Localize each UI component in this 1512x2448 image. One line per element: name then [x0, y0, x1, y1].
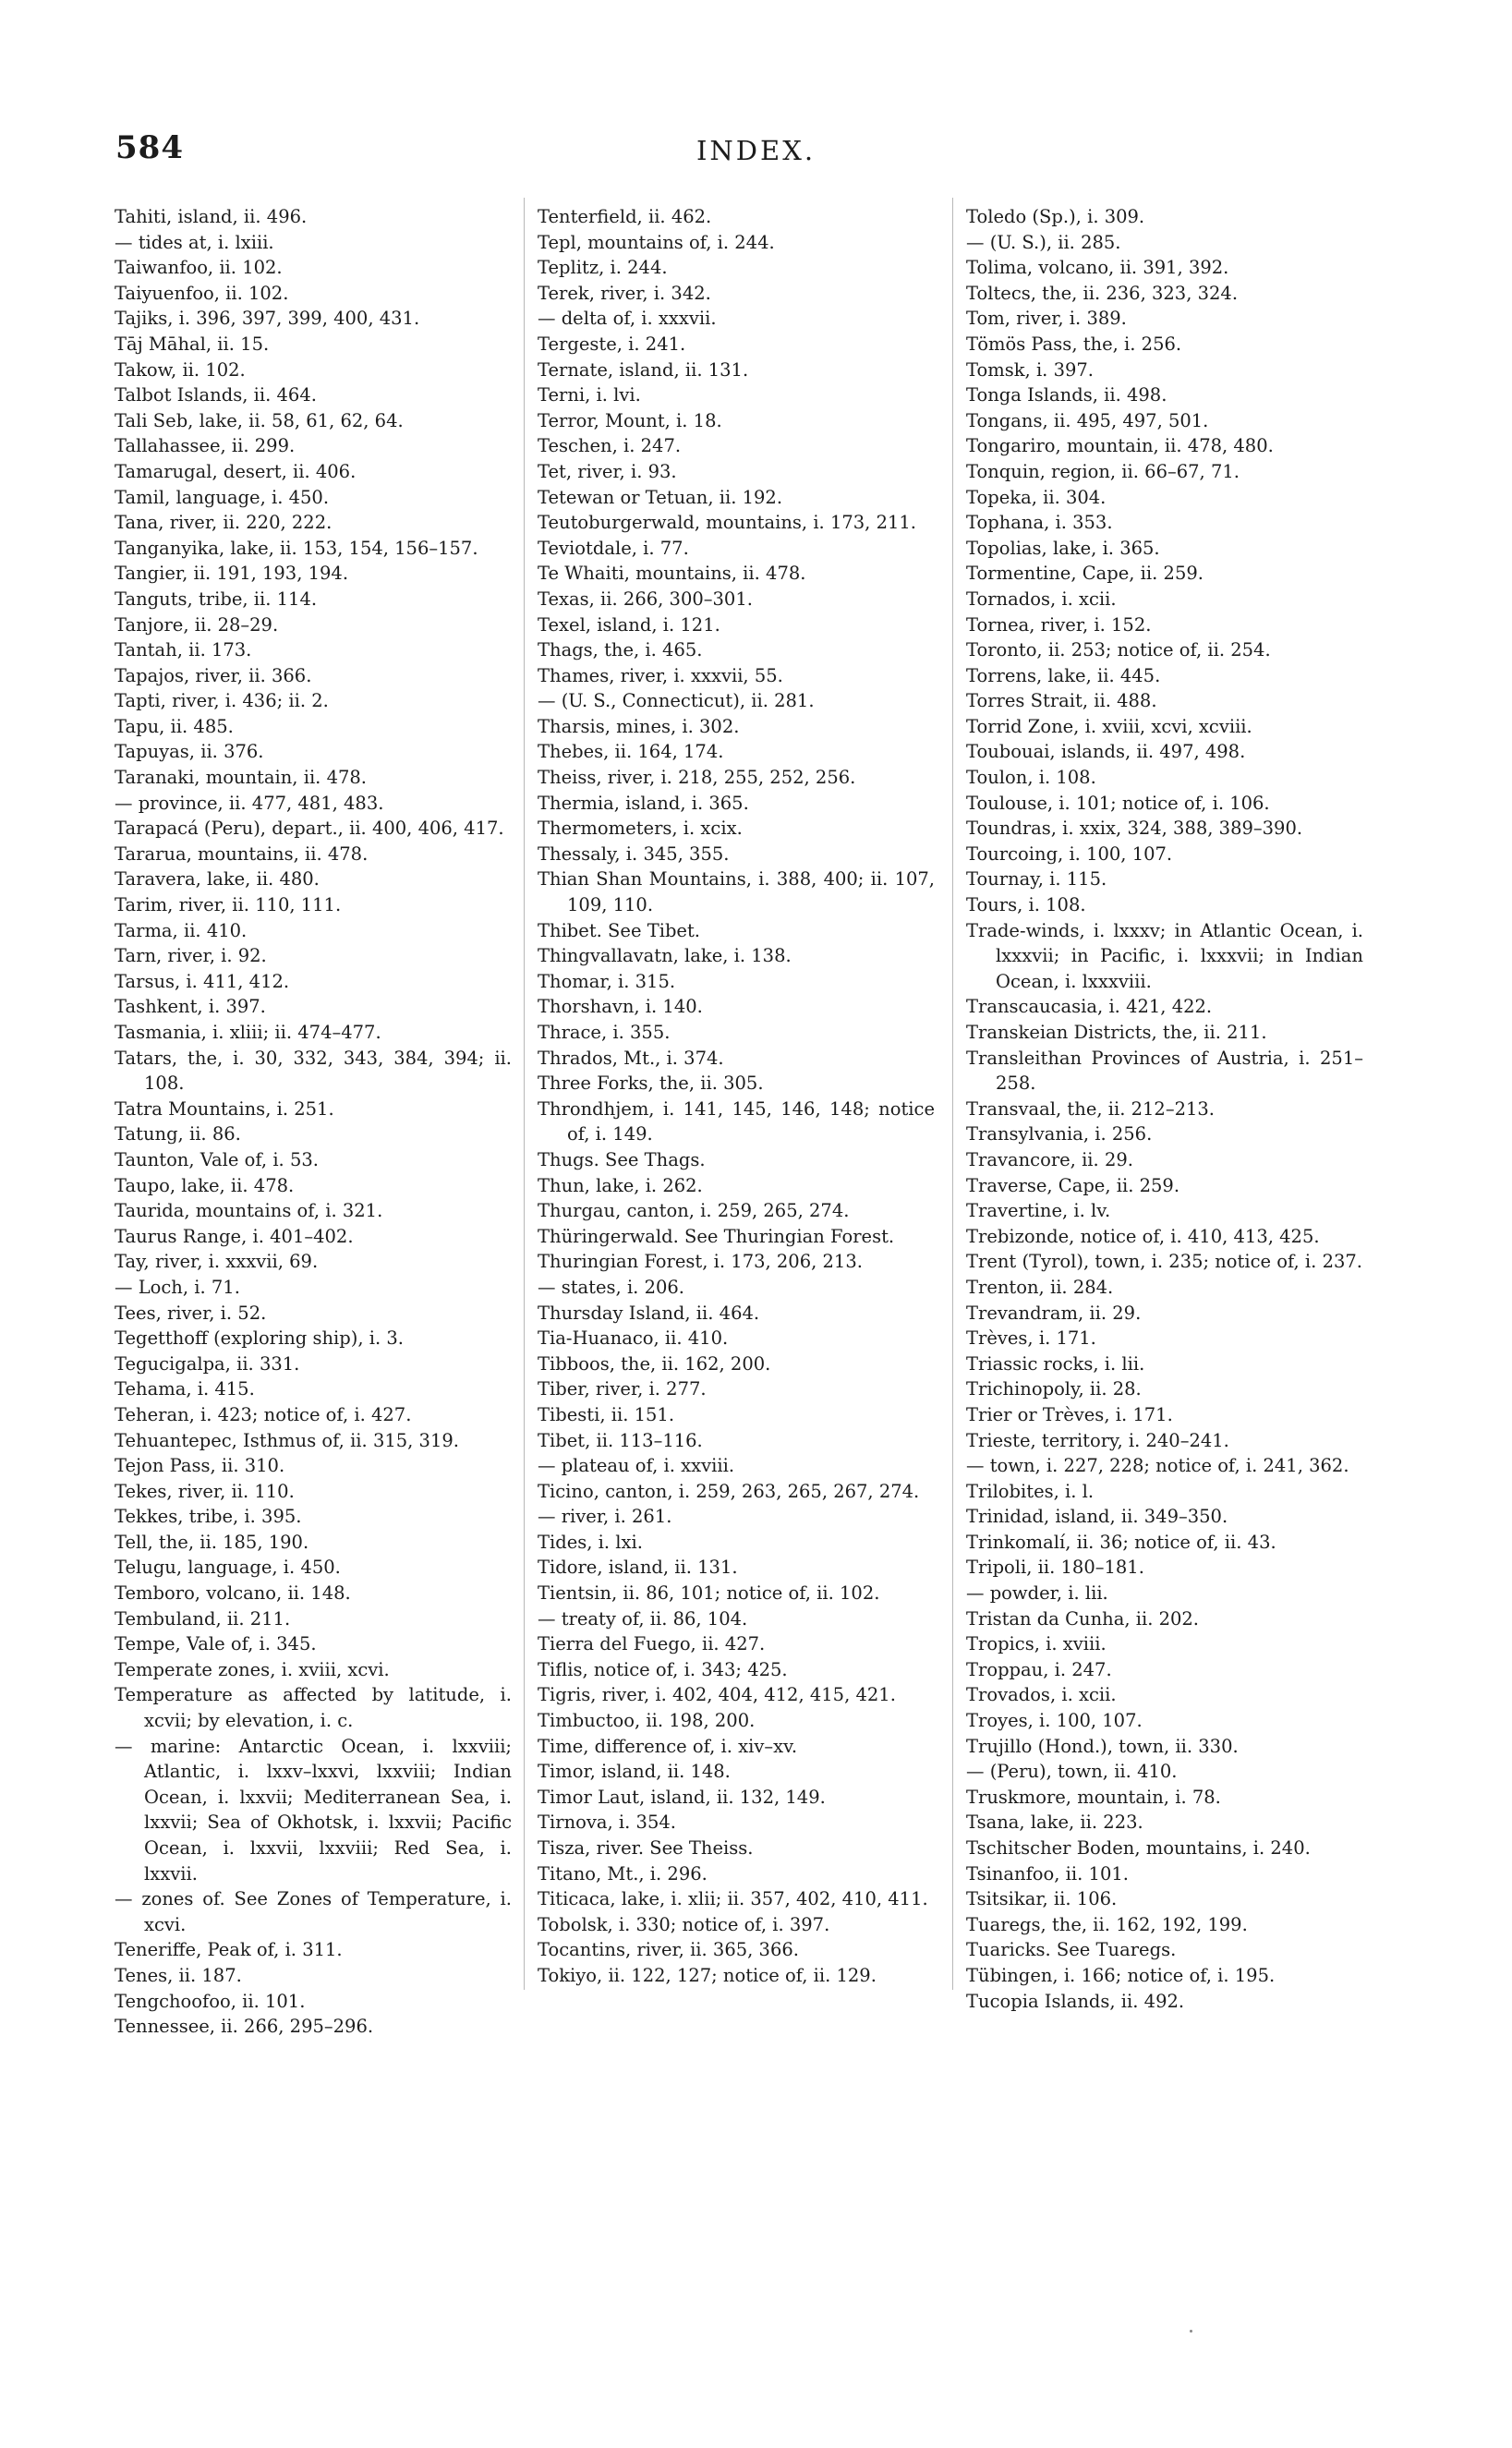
index-entry: Thibet. See Tibet. — [538, 919, 700, 941]
index-entry: — delta of, i. xxxvii. — [538, 308, 717, 330]
index-entry: Thermometers, i. xcix. — [538, 818, 743, 840]
index-entry: Tuaricks. See Tuaregs. — [966, 1939, 1177, 1961]
index-entry: Tirnova, i. 354. — [538, 1812, 676, 1834]
index-entry: Tripoli, ii. 180–181. — [966, 1557, 1144, 1579]
index-entry: Tāj Māhal, ii. 15. — [115, 333, 270, 355]
index-entry: Teschen, i. 247. — [538, 435, 682, 457]
index-entry: Trujillo (Hond.), town, ii. 330. — [966, 1735, 1239, 1757]
index-entry: Tophana, i. 353. — [966, 512, 1113, 534]
index-entry: Tropics, i. xviii. — [966, 1633, 1107, 1655]
index-entry: Tonquin, region, ii. 66–67, 71. — [966, 460, 1240, 482]
index-entry: Tehuantepec, Isthmus of, ii. 315, 319. — [115, 1429, 459, 1451]
index-entry: Tübingen, i. 166; notice of, i. 195. — [966, 1964, 1276, 1986]
index-entry: Toubouai, islands, ii. 497, 498. — [966, 741, 1246, 763]
index-entry: Tigris, river, i. 402, 404, 412, 415, 421. — [538, 1684, 896, 1706]
index-entry: Tsana, lake, ii. 223. — [966, 1812, 1143, 1834]
index-entry: Taiwanfoo, ii. 102. — [115, 257, 283, 279]
index-entry: Tisza, river. See Theiss. — [538, 1837, 754, 1859]
index-entry: Trichinopoly, ii. 28. — [966, 1378, 1142, 1400]
index-entry: Taurus Range, i. 401–402. — [115, 1225, 354, 1247]
index-entry: Taunton, Vale of, i. 53. — [115, 1148, 319, 1170]
index-entry: Titano, Mt., i. 296. — [538, 1862, 708, 1884]
index-entry: Tornados, i. xcii. — [966, 588, 1117, 610]
index-entry: Tidore, island, ii. 131. — [538, 1557, 738, 1579]
index-entry: Trilobites, i. l. — [966, 1480, 1095, 1502]
index-entry: Terror, Mount, i. 18. — [538, 409, 722, 431]
index-entry: Transvaal, the, ii. 212–213. — [966, 1097, 1216, 1120]
index-entry: Ternate, island, ii. 131. — [538, 358, 749, 381]
index-entry: Teutoburgerwald, mountains, i. 173, 211. — [538, 512, 916, 534]
index-entry: Travancore, ii. 29. — [966, 1148, 1133, 1170]
index-entry: Tees, river, i. 52. — [115, 1302, 267, 1324]
index-entry: Thrados, Mt., i. 374. — [538, 1047, 724, 1069]
index-entry: Timbuctoo, ii. 198, 200. — [538, 1710, 756, 1732]
index-entry: Tamil, language, i. 450. — [115, 486, 330, 508]
index-entry: Temboro, volcano, ii. 148. — [115, 1582, 351, 1605]
column-divider — [952, 198, 953, 1990]
index-entry: Triassic rocks, i. lii. — [966, 1352, 1145, 1375]
index-entry: Tibboos, the, ii. 162, 200. — [538, 1352, 771, 1375]
index-entry: Tenes, ii. 187. — [115, 1964, 242, 1986]
index-entry: Tucopia Islands, ii. 492. — [966, 1990, 1185, 2012]
index-entry: Tegucigalpa, ii. 331. — [115, 1352, 300, 1375]
index-entry: Tet, river, i. 93. — [538, 460, 677, 482]
index-entry: Thebes, ii. 164, 174. — [538, 741, 724, 763]
index-entry: Troppau, i. 247. — [966, 1658, 1112, 1680]
index-entry: Thermia, island, i. 365. — [538, 792, 749, 814]
index-entry: Torrens, lake, ii. 445. — [966, 664, 1161, 686]
index-entry: Trent (Tyrol), town, i. 235; notice of, i. 237. — [966, 1251, 1362, 1273]
index-entry: Thingvallavatn, lake, i. 138. — [538, 945, 792, 967]
index-entry: Tamarugal, desert, ii. 406. — [115, 460, 357, 482]
index-entry: Toundras, i. xxix, 324, 388, 389–390. — [966, 818, 1303, 840]
index-entry: Texel, island, i. 121. — [538, 613, 720, 636]
index-entry: Torres Strait, ii. 488. — [966, 690, 1157, 712]
index-entry: Tuaregs, the, ii. 162, 192, 199. — [966, 1913, 1248, 1935]
index-entry: Taravera, lake, ii. 480. — [115, 868, 320, 891]
index-entry: Taiyuenfoo, ii. 102. — [115, 282, 289, 304]
index-entry: Tocantins, river, ii. 365, 366. — [538, 1939, 799, 1961]
index-entry: Tobolsk, i. 330; notice of, i. 397. — [538, 1913, 830, 1935]
index-entry: Three Forks, the, ii. 305. — [538, 1073, 764, 1095]
index-entry: Tapu, ii. 485. — [115, 715, 234, 737]
index-entry: Telugu, language, i. 450. — [115, 1557, 341, 1579]
index-entry: Trinidad, island, ii. 349–350. — [966, 1506, 1228, 1528]
index-entry: Tiber, river, i. 277. — [538, 1378, 707, 1400]
index-entry: Tonga Islands, ii. 498. — [966, 384, 1167, 406]
index-entry: Tides, i. lxi. — [538, 1531, 643, 1553]
index-entry: Thüringerwald. See Thuringian Forest. — [538, 1225, 895, 1247]
index-entry: Topolias, lake, i. 365. — [966, 537, 1160, 559]
index-entry: Thuringian Forest, i. 173, 206, 213. — [538, 1251, 863, 1273]
page-number: 584 — [115, 129, 184, 166]
index-entry: Thursday Island, ii. 464. — [538, 1302, 760, 1324]
index-entry: Texas, ii. 266, 300–301. — [538, 588, 753, 610]
index-entry: Titicaca, lake, i. xlii; ii. 357, 402, 410, 411. — [538, 1888, 928, 1910]
index-entry: Tararua, mountains, ii. 478. — [115, 842, 369, 865]
index-entry: Tarapacá (Peru), depart., ii. 400, 406, 417. — [115, 818, 504, 840]
index-entry: — states, i. 206. — [538, 1276, 684, 1298]
index-entry: Tongans, ii. 495, 497, 501. — [966, 409, 1209, 431]
index-entry: Takow, ii. 102. — [115, 358, 246, 381]
index-entry: Tschitscher Boden, mountains, i. 240. — [966, 1837, 1311, 1859]
index-entry: Time, difference of, i. xiv–xv. — [538, 1735, 798, 1757]
index-entry: Tasmania, i. xliii; ii. 474–477. — [115, 1022, 381, 1043]
index-entry: Thugs. See Thags. — [538, 1148, 706, 1170]
index-entry: Tay, river, i. xxxvii, 69. — [115, 1251, 319, 1273]
index-entry: Temperature as affected by latitude, i. xcvii; by elevation, i. c. — [115, 1684, 512, 1732]
index-entry: Thessaly, i. 345, 355. — [538, 842, 730, 865]
index-entry: Tornea, river, i. 152. — [966, 613, 1152, 636]
index-entry: Toronto, ii. 253; notice of, ii. 254. — [966, 639, 1271, 661]
index-entry: Tiflis, notice of, i. 343; 425. — [538, 1658, 788, 1680]
index-entry: — river, i. 261. — [538, 1506, 672, 1528]
index-entry: Talbot Islands, ii. 464. — [115, 384, 317, 406]
index-entry: Trebizonde, notice of, i. 410, 413, 425. — [966, 1225, 1320, 1247]
index-entry: Tongariro, mountain, ii. 478, 480. — [966, 435, 1274, 457]
index-entry: Trinkomalí, ii. 36; notice of, ii. 43. — [966, 1531, 1276, 1553]
index-entry: Toledo (Sp.), i. 309. — [966, 206, 1145, 227]
index-column-3 — [966, 204, 1363, 2014]
index-entry: Tatung, ii. 86. — [115, 1123, 241, 1145]
index-entry: Tsinanfoo, ii. 101. — [966, 1862, 1129, 1884]
index-entry: Tantah, ii. 173. — [115, 639, 252, 661]
index-entry: — town, i. 227, 228; notice of, i. 241, 362. — [966, 1455, 1349, 1477]
index-entry: Tali Seb, lake, ii. 58, 61, 62, 64. — [115, 409, 404, 431]
index-entry: Tatra Mountains, i. 251. — [115, 1097, 334, 1120]
index-entry: Teplitz, i. 244. — [538, 257, 668, 279]
index-entry: Toulouse, i. 101; notice of, i. 106. — [966, 792, 1270, 814]
index-entry: Tekkes, tribe, i. 395. — [115, 1506, 302, 1528]
index-entry: Tennessee, ii. 266, 295–296. — [115, 2016, 374, 2038]
index-entry: Tapajos, river, ii. 366. — [115, 664, 312, 686]
index-entry: Teheran, i. 423; notice of, i. 427. — [115, 1403, 412, 1425]
index-entry: — treaty of, ii. 86, 104. — [538, 1607, 748, 1630]
index-entry: Teneriffe, Peak of, i. 311. — [115, 1939, 343, 1961]
index-entry: Taurida, mountains of, i. 321. — [115, 1200, 383, 1222]
index-entry: Tajiks, i. 396, 397, 399, 400, 431. — [115, 308, 420, 330]
index-entry: Tokiyo, ii. 122, 127; notice of, ii. 129. — [538, 1964, 877, 1986]
index-entry: Tepl, mountains of, i. 244. — [538, 231, 775, 253]
paper-speck — [1190, 2330, 1192, 2333]
index-entry: Thian Shan Mountains, i. 388, 400; ii. 107, 109, 110. — [538, 868, 935, 916]
index-entry: Trade-winds, i. lxxxv; in Atlantic Ocean, i. lxxxvii; in Pacific, i. lxxxvii; in Indian Ocean, i. lxxxviii. — [966, 919, 1363, 992]
index-entry: Tembuland, ii. 211. — [115, 1607, 291, 1630]
index-entry: Tatars, the, i. 30, 332, 343, 384, 394; ii. 108. — [115, 1047, 512, 1095]
index-entry: Truskmore, mountain, i. 78. — [966, 1786, 1221, 1808]
index-entry: Tapti, river, i. 436; ii. 2. — [115, 690, 329, 712]
index-column-2 — [538, 204, 935, 1989]
index-entry: Tejon Pass, ii. 310. — [115, 1455, 285, 1477]
index-entry: Thun, lake, i. 262. — [538, 1174, 703, 1196]
index-entry: Tempe, Vale of, i. 345. — [115, 1633, 317, 1655]
index-entry: Tergeste, i. 241. — [538, 333, 686, 355]
index-entry: Tormentine, Cape, ii. 259. — [966, 563, 1204, 585]
index-entry: Ticino, canton, i. 259, 263, 265, 267, 274. — [538, 1480, 920, 1502]
index-entry: Thomar, i. 315. — [538, 970, 676, 992]
index-entry: Thags, the, i. 465. — [538, 639, 703, 661]
index-entry: Theiss, river, i. 218, 255, 252, 256. — [538, 767, 856, 789]
index-entry: — tides at, i. lxiii. — [115, 231, 274, 253]
index-entry: Tenterfield, ii. 462. — [538, 206, 712, 227]
index-entry: Tapuyas, ii. 376. — [115, 741, 264, 763]
index-entry: Tanjore, ii. 28–29. — [115, 613, 279, 636]
index-entry: — plateau of, i. xxviii. — [538, 1455, 735, 1477]
index-entry: Toltecs, the, ii. 236, 323, 324. — [966, 282, 1239, 304]
index-entry: Thames, river, i. xxxvii, 55. — [538, 664, 783, 686]
index-entry: Tangier, ii. 191, 193, 194. — [115, 563, 349, 585]
index-entry: Tarsus, i. 411, 412. — [115, 970, 290, 992]
index-entry: — (Peru), town, ii. 410. — [966, 1761, 1178, 1783]
index-entry: Thrace, i. 355. — [538, 1022, 671, 1043]
index-entry: Tibet, ii. 113–116. — [538, 1429, 703, 1451]
index-entry: Throndhjem, i. 141, 145, 146, 148; notice of, i. 149. — [538, 1097, 935, 1145]
index-entry: Tourcoing, i. 100, 107. — [966, 842, 1173, 865]
index-entry: Tetewan or Tetuan, ii. 192. — [538, 486, 783, 508]
index-entry: — (U. S., Connecticut), ii. 281. — [538, 690, 815, 712]
index-entry: Te Whaiti, mountains, ii. 478. — [538, 563, 806, 585]
index-entry: Troyes, i. 100, 107. — [966, 1710, 1143, 1732]
index-entry: Temperate zones, i. xviii, xcvi. — [115, 1658, 390, 1680]
index-entry: — zones of. See Zones of Temperature, i. xcvi. — [115, 1888, 512, 1935]
index-entry: Topeka, ii. 304. — [966, 486, 1107, 508]
index-entry: Tömös Pass, the, i. 256. — [966, 333, 1182, 355]
index-entry: Transcaucasia, i. 421, 422. — [966, 996, 1213, 1018]
index-entry: Thurgau, canton, i. 259, 265, 274. — [538, 1200, 850, 1222]
index-entry: Terek, river, i. 342. — [538, 282, 711, 304]
index-entry: Tharsis, mines, i. 302. — [538, 715, 740, 737]
index-entry: Tomsk, i. 397. — [966, 358, 1094, 381]
index-entry: — powder, i. lii. — [966, 1582, 1108, 1605]
index-entry: Trenton, ii. 284. — [966, 1276, 1114, 1298]
index-entry: Tristan da Cunha, ii. 202. — [966, 1607, 1200, 1630]
index-entry: Tournay, i. 115. — [966, 868, 1107, 891]
index-entry: Tientsin, ii. 86, 101; notice of, ii. 102. — [538, 1582, 880, 1605]
index-entry: Transylvania, i. 256. — [966, 1123, 1153, 1145]
index-entry: Transleithan Provinces of Austria, i. 251–258. — [966, 1047, 1363, 1095]
index-entry: Tolima, volcano, ii. 391, 392. — [966, 257, 1229, 279]
index-entry: Travertine, i. lv. — [966, 1200, 1111, 1222]
index-entry: Timor, island, ii. 148. — [538, 1761, 731, 1783]
index-entry: Tibesti, ii. 151. — [538, 1403, 675, 1425]
index-entry: Tarim, river, ii. 110, 111. — [115, 894, 342, 916]
index-entry: Tekes, river, ii. 110. — [115, 1480, 295, 1502]
index-entry: Transkeian Districts, the, ii. 211. — [966, 1022, 1267, 1043]
index-entry: Tarn, river, i. 92. — [115, 945, 267, 967]
index-entry: Tahiti, island, ii. 496. — [115, 206, 308, 227]
index-entry: Trovados, i. xcii. — [966, 1684, 1117, 1706]
index-entry: Trèves, i. 171. — [966, 1327, 1096, 1350]
index-entry: Traverse, Cape, ii. 259. — [966, 1174, 1180, 1196]
index-entry: Tengchoofoo, ii. 101. — [115, 1990, 306, 2012]
index-entry: — (U. S.), ii. 285. — [966, 231, 1121, 253]
index-entry: Tom, river, i. 389. — [966, 308, 1127, 330]
page-title: INDEX. — [696, 135, 816, 166]
index-entry: — marine: Antarctic Ocean, i. lxxviii; Atlantic, i. lxxv–lxxvi, lxxviii; Indian Ocean, i. lxxvii; Mediterranean Sea, i. lxxvii; Sea of Okhotsk, i. lxxvii; Pacific Ocean, i. lxxvii, lxxviii; Red Sea, i. lxxvii. — [115, 1735, 512, 1884]
index-entry: Thorshavn, i. 140. — [538, 996, 703, 1018]
index-entry: Tarma, ii. 410. — [115, 919, 248, 941]
index-entry: Terni, i. lvi. — [538, 384, 641, 406]
index-entry: Tegetthoff (exploring ship), i. 3. — [115, 1327, 405, 1350]
index-entry: Taupo, lake, ii. 478. — [115, 1174, 295, 1196]
index-entry: Toulon, i. 108. — [966, 767, 1096, 789]
index-entry: — Loch, i. 71. — [115, 1276, 240, 1298]
index-entry: Tehama, i. 415. — [115, 1378, 255, 1400]
index-entry: Tallahassee, ii. 299. — [115, 435, 296, 457]
index-entry: Tell, the, ii. 185, 190. — [115, 1531, 309, 1553]
index-entry: Teviotdale, i. 77. — [538, 537, 689, 559]
index-entry: Taranaki, mountain, ii. 478. — [115, 767, 367, 789]
index-entry: Tia-Huanaco, ii. 410. — [538, 1327, 729, 1350]
column-divider — [524, 198, 525, 1990]
index-entry: Tashkent, i. 397. — [115, 996, 266, 1018]
index-entry: Tanguts, tribe, ii. 114. — [115, 588, 318, 610]
index-entry: Tana, river, ii. 220, 222. — [115, 512, 333, 534]
index-entry: Trevandram, ii. 29. — [966, 1302, 1142, 1324]
index-entry: Trier or Trèves, i. 171. — [966, 1403, 1173, 1425]
index-entry: Tours, i. 108. — [966, 894, 1086, 916]
index-entry: Tsitsikar, ii. 106. — [966, 1888, 1118, 1910]
index-entry: — province, ii. 477, 481, 483. — [115, 792, 384, 814]
index-entry: Torrid Zone, i. xviii, xcvi, xcviii. — [966, 715, 1252, 737]
index-column-1 — [115, 204, 512, 2040]
index-entry: Trieste, territory, i. 240–241. — [966, 1429, 1229, 1451]
index-entry: Tanganyika, lake, ii. 153, 154, 156–157. — [115, 537, 478, 559]
index-entry: Timor Laut, island, ii. 132, 149. — [538, 1786, 826, 1808]
index-entry: Tierra del Fuego, ii. 427. — [538, 1633, 766, 1655]
